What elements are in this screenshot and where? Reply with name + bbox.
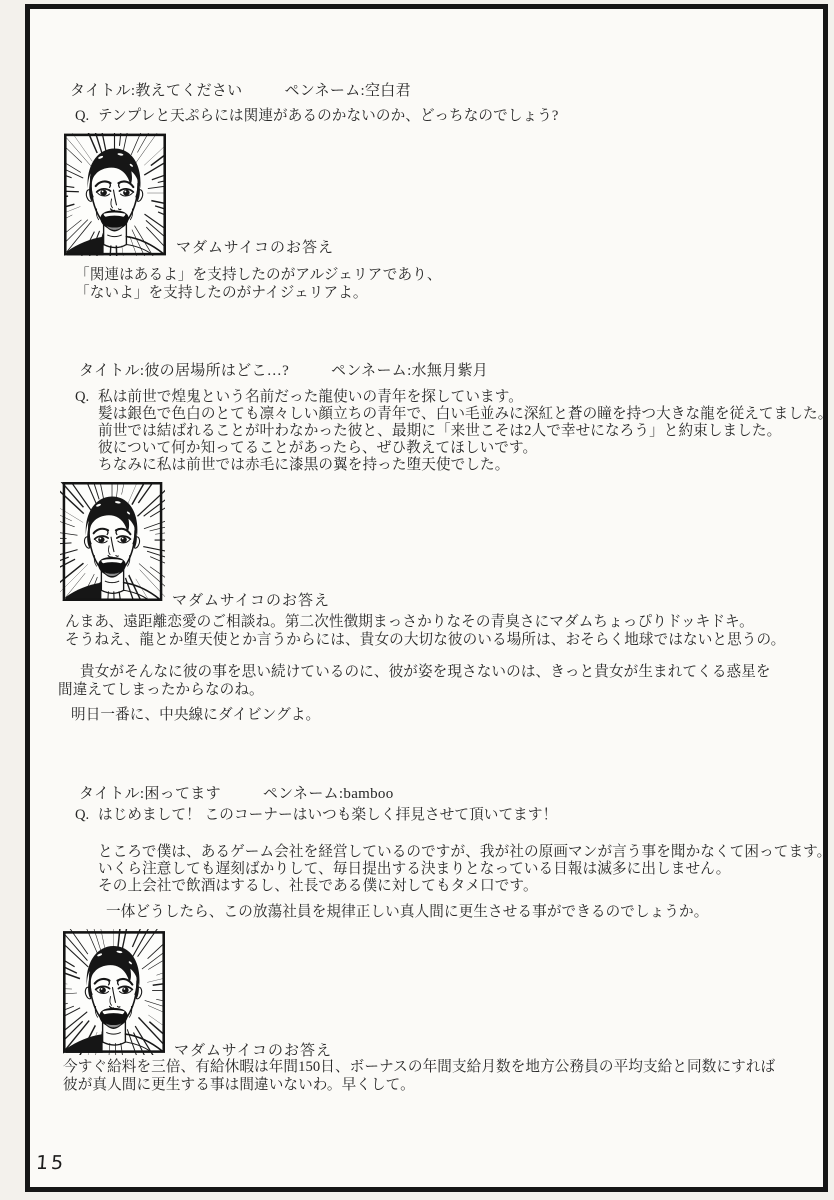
question-line: その上会社で飲酒はするし、社長である僕に対してもタメ口です。 xyxy=(98,878,538,894)
section2-title: タイトル:彼の居場所はどこ…? xyxy=(79,363,290,379)
answer-line: 「ないよ」を支持したのがナイジェリアよ。 xyxy=(75,285,368,301)
question-line: 一体どうしたら、この放蕩社員を規律正しい真人間に更生させる事ができるのでしょうか。 xyxy=(106,904,709,920)
answer-line: そうねえ、龍とか堕天使とか言うからには、貴女の大切な彼のいる場所は、おそらく地球ではないと思うの。 xyxy=(65,631,786,648)
question-line: ちなみに私は前世では赤毛に漆黒の翼を持った堕天使でした。 xyxy=(98,457,510,473)
answer-line: 間違えてしまったからなのね。 xyxy=(58,681,264,698)
section3-title-row xyxy=(79,782,394,803)
section1-penname: ペンネーム:空白君 xyxy=(284,83,411,99)
madam-psycho-portrait xyxy=(63,929,165,1055)
answer-caption: マダムサイコのお答え xyxy=(176,240,335,256)
madam-psycho-portrait xyxy=(60,482,165,601)
section1-title: タイトル:教えてください xyxy=(70,83,243,99)
question-line: ところで僕は、あるゲーム会社を経営しているのですが、我が社の原画マンが言う事を聞かなくて困ってます。 xyxy=(98,844,832,860)
section1-title-row xyxy=(70,79,411,100)
question-label: Q. xyxy=(75,807,90,823)
section3-penname: ペンネーム:bamboo xyxy=(262,786,394,802)
section3-title: タイトル:困ってます xyxy=(79,786,221,802)
question-label: Q. xyxy=(75,108,90,124)
section2-answer xyxy=(58,614,785,725)
section2-title-row xyxy=(79,359,488,380)
question-line: はじめまして！ このコーナーはいつも楽しく拝見させて頂いてます！ xyxy=(98,807,558,823)
section2-question xyxy=(75,389,833,474)
answer-caption: マダムサイコのお答え xyxy=(174,1043,333,1059)
madam-psycho-portrait xyxy=(64,133,166,256)
shocked-face-icon xyxy=(63,929,165,1055)
section1-question xyxy=(75,108,815,125)
shocked-face-icon xyxy=(60,482,165,601)
question-label: Q. xyxy=(75,389,90,405)
question-line: 私は前世で煌鬼という名前だった龍使いの青年を探しています。 xyxy=(98,389,523,405)
section3-question xyxy=(75,807,832,921)
answer-line: 今すぐ給料を三倍、有給休暇は年間150日、ボーナスの年間支給月数を地方公務員の平均支給と同数にすれば xyxy=(63,1059,776,1075)
section3-answer xyxy=(63,1059,775,1094)
answer-line: 「関連はあるよ」を支持したのがアルジェリアであり、 xyxy=(75,267,442,283)
answer-line: 彼が真人間に更生する事は間違いないわ。早くして。 xyxy=(63,1076,415,1093)
shocked-face-icon xyxy=(64,133,166,256)
page-number: 15 xyxy=(35,1152,67,1174)
section1-answer xyxy=(75,266,442,302)
question-line: テンプレと天ぷらには関連があるのかないのか、どっちなのでしょう? xyxy=(98,108,559,124)
answer-line: 貴女がそんなに彼の事を思い続けているのに、彼が姿を現さないのは、きっと貴女が生まれてくる惑星を xyxy=(80,664,771,680)
question-line: 彼について何か知ってることがあったら、ぜひ教えてほしいです。 xyxy=(98,440,538,456)
section2-penname: ペンネーム:水無月紫月 xyxy=(331,363,489,379)
question-line: 前世では結ばれることが叶わなかった彼と、最期に「来世こそは2人で幸せになろう」と約束しました。 xyxy=(98,423,782,439)
question-line: 髪は銀色で色白のとても凛々しい顔立ちの青年で、白い毛並みに深紅と蒼の瞳を持つ大きな龍を従えてました。 xyxy=(98,406,833,422)
answer-line: んまあ、遠距離恋愛のご相談ね。第二次性徴期まっさかりなその青臭さにマダムちょっぴりドッキドキ。 xyxy=(65,614,754,630)
question-line: いくら注意しても遅刻ばかりして、毎日提出する決まりとなっている日報は滅多に出しません。 xyxy=(98,861,731,877)
answer-line: 明日一番に、中央線にダイビングよ。 xyxy=(71,707,321,723)
answer-caption: マダムサイコのお答え xyxy=(172,593,331,609)
